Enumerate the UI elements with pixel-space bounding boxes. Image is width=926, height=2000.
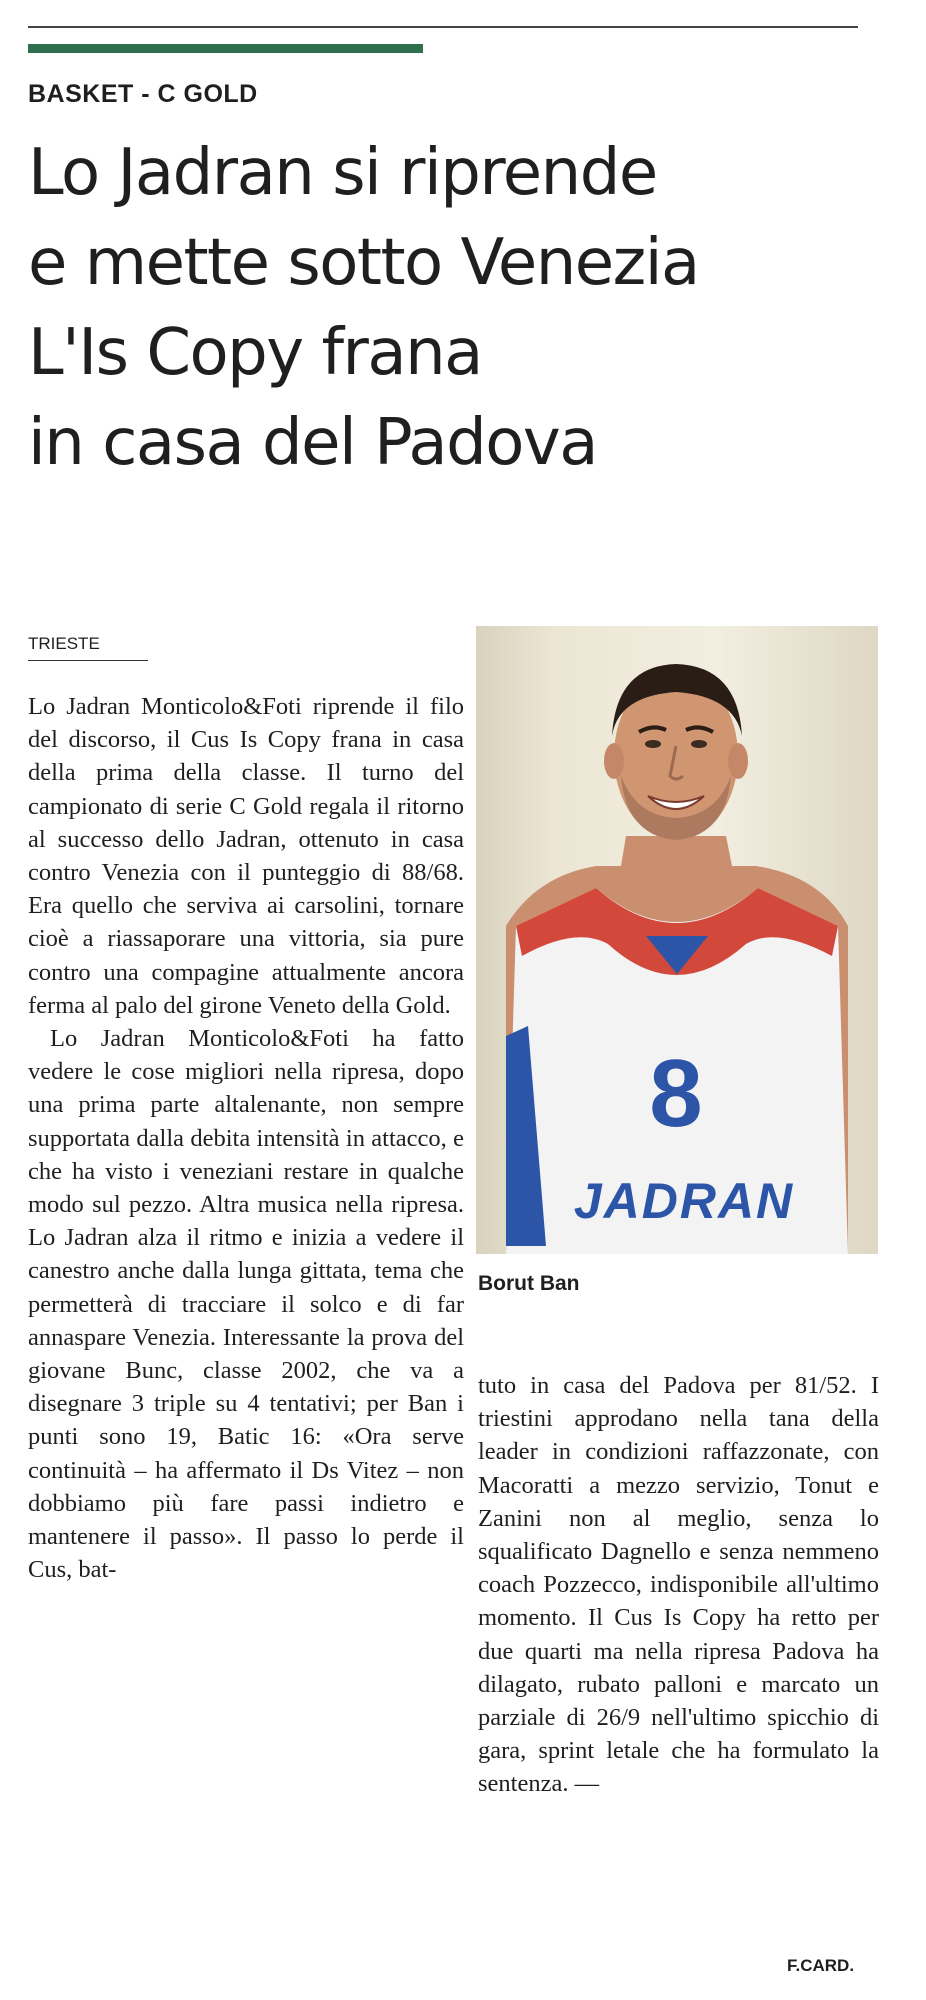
headline-line: L'Is Copy frana <box>28 316 482 390</box>
player-portrait-illustration <box>476 626 878 1254</box>
paragraph: Lo Jadran Monticolo&Foti ha fatto vedere le cose migliori nella ripresa, dopo una prima parte altalenante, non sempre supportata dalla debita intensità in attacco, e che ha visto i veneziani restare in qualche modo sul pezzo. Altra musica nella ripresa. Lo Jadran alza il ritmo e inizia a vedere il canestro anche dalla lunga gittata, tema che permetterà di tracciare il solco e di far annaspare Venezia. Interessante la prova del giovane Bunc, classe 2002, che va a disegnare 3 triple su 4 tentativi; per Ban i punti sono 19, Batic 16: «Ora serve continuità – ha affermato il Ds Vitez – non dobbiamo più fare passi indietro e mantenere il passo». Il passo lo perde il Cus, bat- <box>28 1025 464 1584</box>
headline-line: Lo Jadran si riprende <box>28 136 657 210</box>
headline <box>28 128 908 488</box>
article-column-1 <box>28 690 464 1586</box>
player-photo <box>476 626 878 1254</box>
paragraph: Lo Jadran Monticolo&Foti riprende il filo del discorso, il Cus Is Copy frana in casa della prima della classe. Il turno del campionato di serie C Gold regala il ritorno al successo dello Jadran, ottenuto in casa contro Venezia con il punteggio di 88/68. Era quello che serviva ai carsolini, tornare cioè a riassaporare una vittoria, sia pure contro una compagine attualmente ancora ferma al palo del girone Veneto della Gold. <box>28 693 464 1019</box>
headline-line: e mette sotto Venezia <box>28 226 699 300</box>
top-rule <box>28 26 858 28</box>
dateline-rule <box>28 660 148 661</box>
section-accent-bar <box>28 44 423 53</box>
jersey-logo: JADRAN <box>573 1173 795 1229</box>
article-column-2 <box>478 1369 879 1801</box>
dateline: TRIESTE <box>28 634 100 653</box>
byline: F.CARD. <box>787 1956 855 1975</box>
headline-line: in casa del Padova <box>28 406 597 480</box>
photo-caption: Borut Ban <box>478 1272 580 1295</box>
paragraph: tuto in casa del Padova per 81/52. I triestini approdano nella tana della leader in condizioni raffazzonate, con Macoratti a mezzo servizio, Tonut e Zanini non al meglio, senza lo squalificato Dagnello e senza nemmeno coach Pozzecco, indisponibile all'ultimo momento. Il Cus Is Copy ha retto per due quarti ma nella ripresa Padova ha dilagato, rubato palloni e marcato un parziale di 26/9 nell'ultimo spicchio di gara, sprint letale che ha formulato la sentenza. — <box>478 1372 879 1798</box>
jersey-number: 8 <box>649 1040 703 1147</box>
section-kicker: BASKET - C GOLD <box>28 80 258 108</box>
